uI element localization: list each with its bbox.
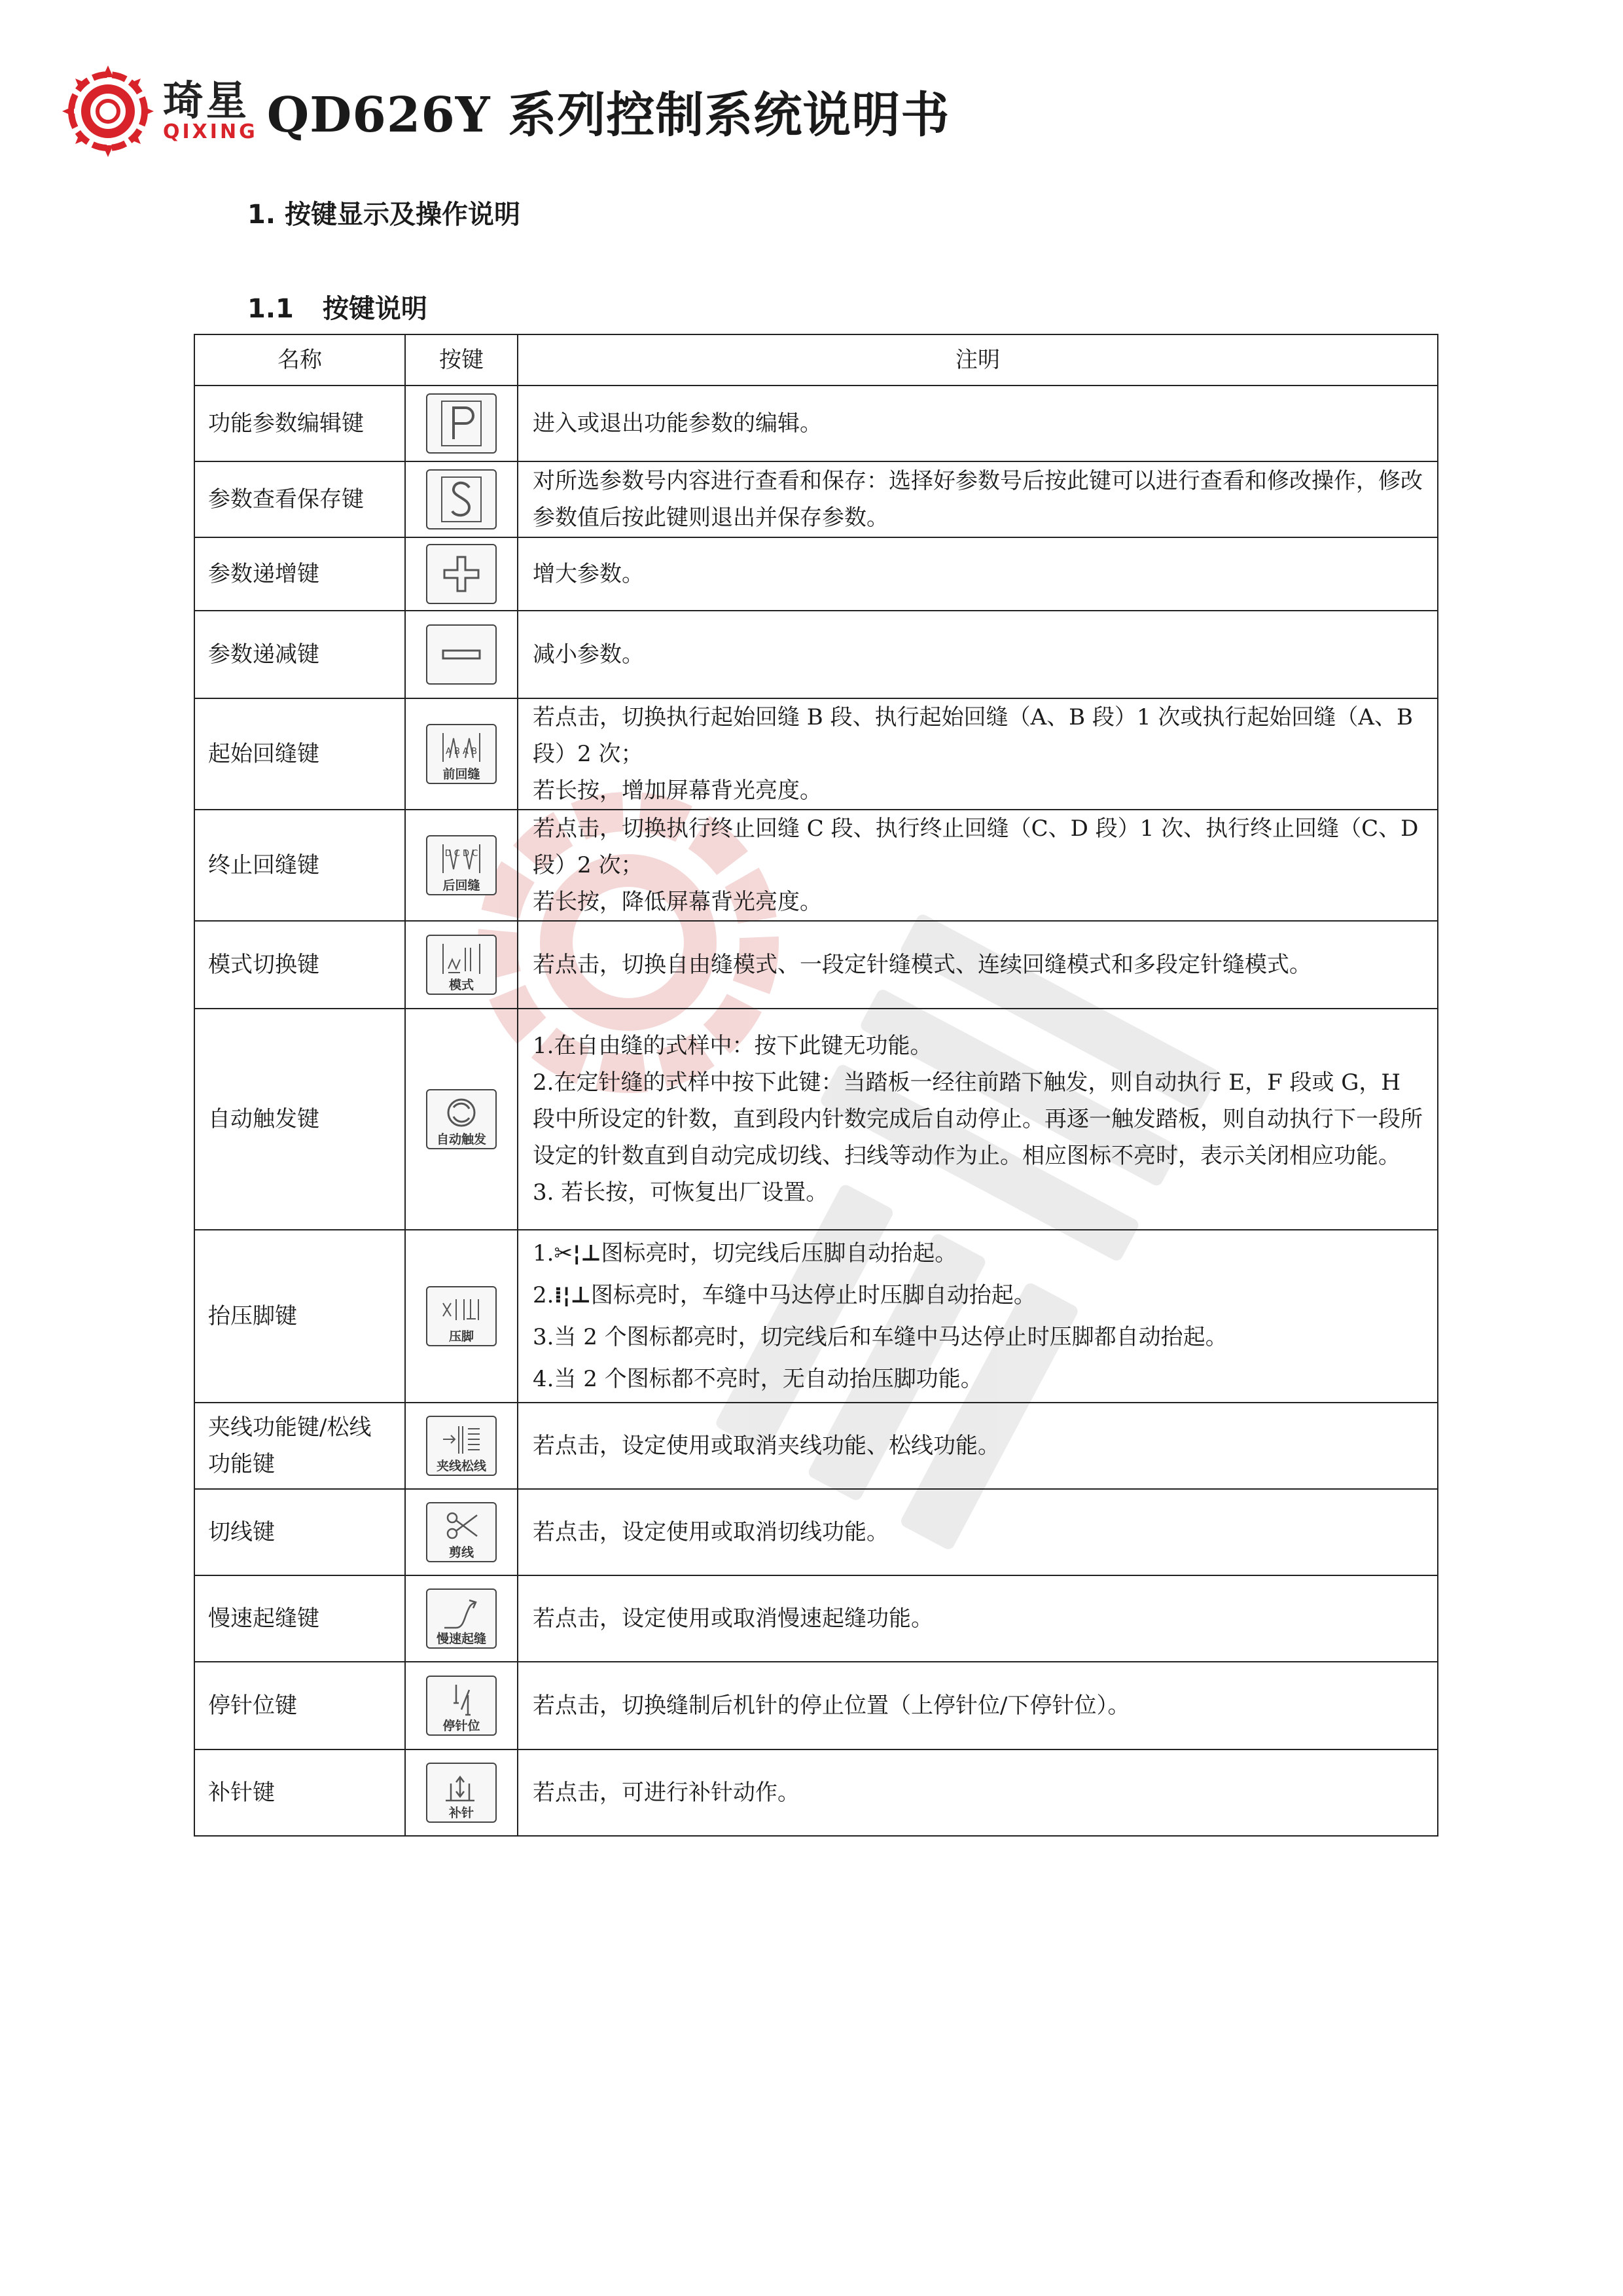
key-note: 减小参数。 — [518, 611, 1438, 698]
key-name: 起始回缝键 — [194, 698, 405, 810]
document-title: QD626Y 系列控制系统说明书 — [266, 87, 950, 143]
key-caption: 停针位 — [442, 1719, 480, 1733]
key-note-line: 3. 若长按，可恢复出厂设置。 — [533, 1179, 829, 1206]
table-row — [194, 1489, 1438, 1575]
key-note: 若点击，切换缝制后机针的停止位置（上停针位/下停针位）。 — [518, 1662, 1438, 1749]
key-note-line: 3.当 2 个图标都亮时，切完线后和车缝中马达停止时压脚都自动抬起。 — [533, 1324, 1228, 1350]
slow-start-icon — [426, 1588, 497, 1649]
minus-key-icon — [426, 624, 497, 685]
key-name: 功能参数编辑键 — [194, 386, 405, 461]
start-backtack-icon — [426, 724, 497, 784]
presser-foot-icon — [426, 1286, 497, 1346]
logo-chinese-name: 琦星 — [163, 77, 250, 124]
needle-patch-icon — [426, 1763, 497, 1823]
key-note-line: 2.⁞¦⊥图标亮时，车缝中马达停止时压脚自动抬起。 — [533, 1282, 1036, 1308]
key-note-line: 若点击，切换执行终止回缝 C 段、执行终止回缝（C、D 段）1 次、执行终止回缝（C、D 段）2 次； — [533, 816, 1419, 878]
key-caption: 前回缝 — [442, 767, 480, 781]
key-name: 停针位键 — [194, 1662, 405, 1749]
key-caption: 压脚 — [448, 1329, 474, 1344]
key-name: 补针键 — [194, 1749, 405, 1836]
table-row — [194, 1009, 1438, 1230]
key-note-line: 若点击，切换执行起始回缝 B 段、执行起始回缝（A、B 段）1 次或执行起始回缝（A、B 段）2 次； — [533, 704, 1413, 767]
table-row — [194, 1662, 1438, 1749]
key-caption: 自动触发 — [436, 1132, 486, 1147]
subsection-heading — [247, 288, 427, 325]
key-description-table — [194, 334, 1438, 1837]
qixing-logo-icon — [62, 65, 154, 157]
key-note-line: 若长按，增加屏幕背光亮度。 — [533, 778, 822, 804]
key-note-line: 1.✂¦⊥图标亮时，切完线后压脚自动抬起。 — [533, 1240, 957, 1266]
key-note-line: 若长按，降低屏幕背光亮度。 — [533, 889, 822, 915]
key-note: 增大参数。 — [518, 537, 1438, 611]
key-caption: 模式 — [448, 978, 474, 992]
svg-text:D C D C: D C D C — [444, 849, 478, 859]
table-row — [194, 611, 1438, 698]
subsection-number: 1.1 — [247, 294, 294, 324]
key-caption: 夹线松线 — [436, 1459, 486, 1473]
needle-stop-icon — [426, 1676, 497, 1736]
key-note: 对所选参数号内容进行查看和保存：选择好参数号后按此键可以进行查看和修改操作，修改参数值后按此键则退出并保存参数。 — [518, 461, 1438, 537]
key-note-line: 1.在自由缝的式样中：按下此键无功能。 — [533, 1033, 933, 1059]
table-row — [194, 921, 1438, 1009]
stop-lift-indicator-icon: ⁞¦⊥ — [554, 1282, 591, 1308]
key-note: 若点击，设定使用或取消夹线功能、松线功能。 — [518, 1403, 1438, 1489]
key-name: 参数递增键 — [194, 537, 405, 611]
key-note: 若点击，切换自由缝模式、一段定针缝模式、连续回缝模式和多段定针缝模式。 — [518, 921, 1438, 1009]
section-heading: 1. 按键显示及操作说明 — [247, 200, 520, 230]
key-name: 终止回缝键 — [194, 810, 405, 921]
key-name: 参数递减键 — [194, 611, 405, 698]
table-row — [194, 698, 1438, 810]
key-note: 若点击，可进行补针动作。 — [518, 1749, 1438, 1836]
table-row — [194, 1749, 1438, 1836]
table-row — [194, 1575, 1438, 1662]
key-caption: 慢速起缝 — [436, 1632, 486, 1646]
key-caption: 剪线 — [448, 1545, 474, 1560]
key-note-line: 2.在定针缝的式样中按下此键：当踏板一经往前踏下触发，则自动执行 E，F 段或 G，H 段中所设定的针数，直到段内针数完成后自动停止。再逐一触发踏板，则自动执行下一段所设定的针数直到自动完成切线、扫线等动作为止。相应图标不亮时，表示关闭相应功能。 — [533, 1069, 1423, 1169]
table-row — [194, 537, 1438, 611]
key-note: 若点击，设定使用或取消慢速起缝功能。 — [518, 1575, 1438, 1662]
key-name: 模式切换键 — [194, 921, 405, 1009]
plus-key-icon — [426, 544, 497, 604]
key-note: 进入或退出功能参数的编辑。 — [518, 386, 1438, 461]
subsection-title: 按键说明 — [322, 294, 427, 324]
svg-text:A B A B: A B A B — [445, 747, 478, 757]
key-caption: 补针 — [448, 1806, 474, 1820]
table-row — [194, 1403, 1438, 1489]
key-note: 若点击，设定使用或取消切线功能。 — [518, 1489, 1438, 1575]
logo-wordmark — [163, 77, 258, 143]
logo-english-name: QIXING — [163, 120, 258, 143]
table-row — [194, 810, 1438, 921]
key-name: 参数查看保存键 — [194, 461, 405, 537]
header-key: 按键 — [405, 334, 518, 386]
key-name: 慢速起缝键 — [194, 1575, 405, 1662]
cut-lift-indicator-icon: ✂¦⊥ — [554, 1240, 601, 1266]
key-name: 切线键 — [194, 1489, 405, 1575]
key-name: 抬压脚键 — [194, 1230, 405, 1403]
auto-trigger-icon — [426, 1089, 497, 1149]
table-row — [194, 461, 1438, 537]
table-row — [194, 1230, 1438, 1403]
p-key-icon — [426, 393, 497, 454]
header-name: 名称 — [194, 334, 405, 386]
mode-switch-icon — [426, 935, 497, 995]
scissors-icon — [426, 1502, 497, 1562]
table-header-row — [194, 334, 1438, 386]
key-name: 夹线功能键/松线功能键 — [194, 1403, 405, 1489]
header-note: 注明 — [518, 334, 1438, 386]
end-backtack-icon — [426, 835, 497, 895]
page-header — [62, 72, 950, 151]
thread-clamp-icon — [426, 1416, 497, 1476]
key-note-line: 4.当 2 个图标都不亮时，无自动抬压脚功能。 — [533, 1366, 983, 1392]
table-row — [194, 386, 1438, 461]
key-name: 自动触发键 — [194, 1009, 405, 1230]
s-key-icon — [426, 469, 497, 529]
key-caption: 后回缝 — [442, 878, 480, 893]
